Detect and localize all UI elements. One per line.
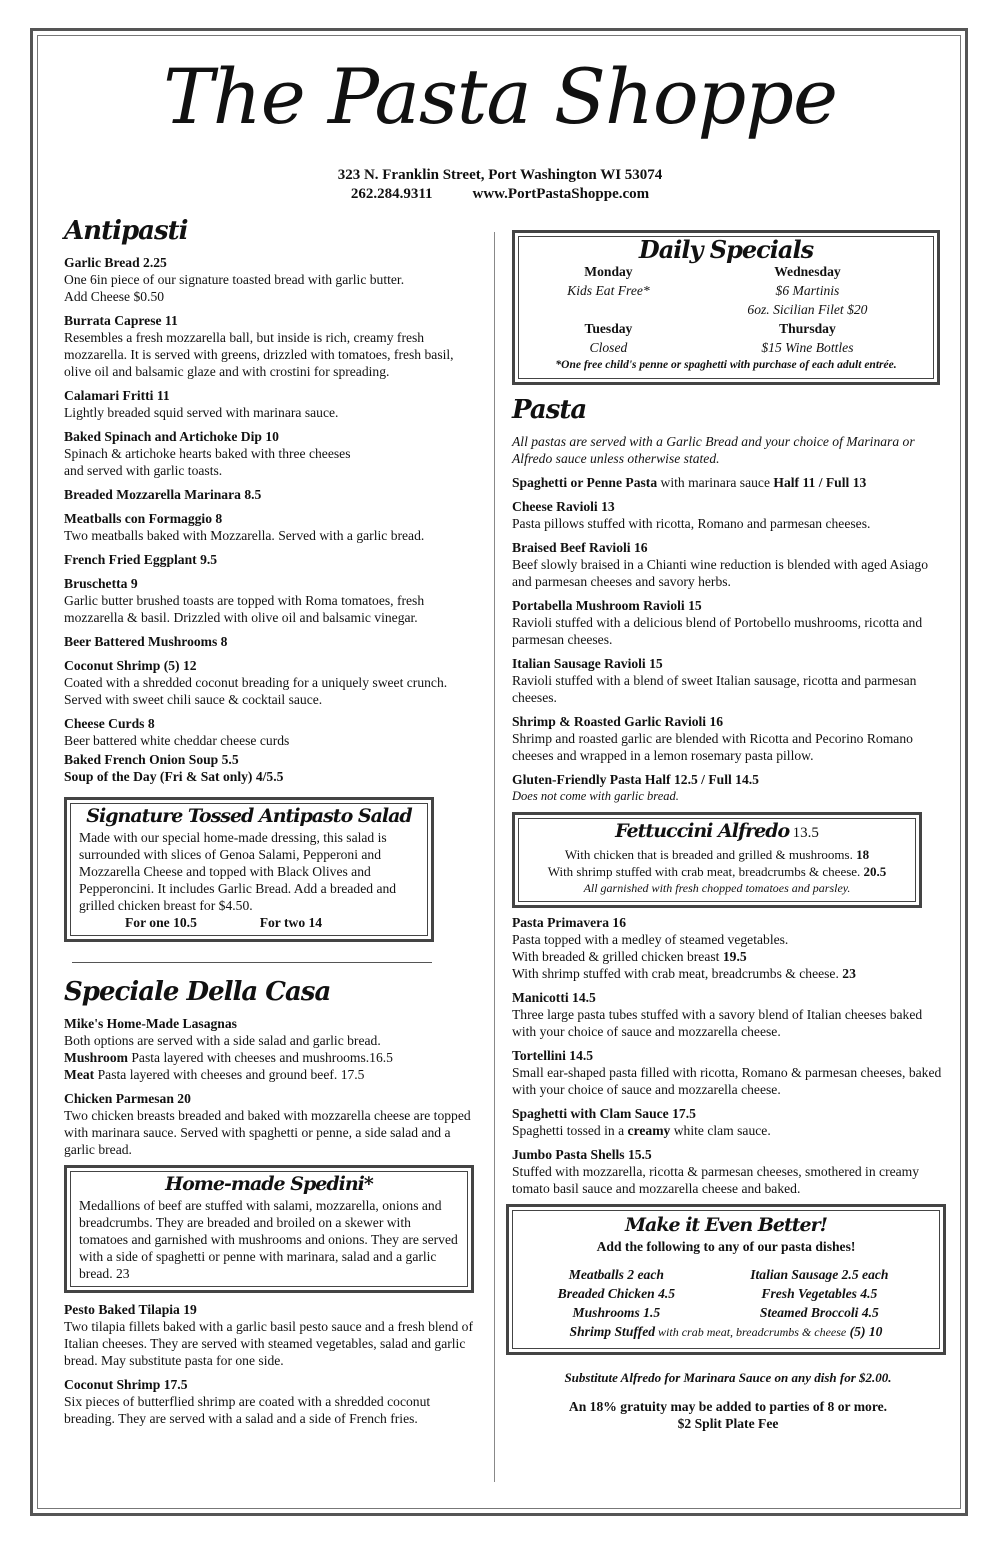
- item-option: With shrimp stuffed with crab meat, breadcrumbs & cheese.: [512, 966, 839, 981]
- item-name: Beer Battered Mushrooms 8: [64, 634, 228, 649]
- menu-item: [512, 914, 944, 982]
- item-name: Pesto Baked Tilapia 19: [64, 1302, 197, 1317]
- item-name: Gluten-Friendly Pasta Half 12.5 / Full 14.5: [512, 772, 759, 787]
- day-label: Tuesday: [584, 321, 633, 336]
- alfredo-option-price: 18: [856, 847, 870, 862]
- item-desc: Two chicken breasts breaded and baked with mozzarella cheese are topped with marinara sauce. Served with spaghetti or penne, a side salad and a garlic bread.: [64, 1108, 471, 1157]
- item-option-price: 23: [842, 966, 856, 981]
- menu-item: [512, 1047, 944, 1098]
- addons-subtitle: Add the following to any of our pasta dishes!: [596, 1239, 856, 1254]
- item-name: Breaded Mozzarella Marinara 8.5: [64, 487, 262, 502]
- addon-item: Breaded Chicken 4.5: [557, 1286, 676, 1301]
- item-desc: Coated with a shredded coconut breading for a uniquely sweet crunch. Served with sweet chili sauce & cocktail sauce.: [64, 675, 448, 707]
- option-desc: Pasta layered with cheeses and ground beef. 17.5: [94, 1067, 365, 1082]
- day-label: Thursday: [779, 321, 836, 336]
- addon-item: Shrimp Stuffed: [569, 1324, 656, 1339]
- item-option: With breaded & grilled chicken breast: [512, 949, 720, 964]
- item-desc: Ravioli stuffed with a delicious blend of Portobello mushrooms, ricotta and parmesan cheeses.: [512, 615, 923, 647]
- item-desc: Three large pasta tubes stuffed with a savory blend of Italian cheeses baked with your choice of sauce and mozzarella cheese.: [512, 1007, 923, 1039]
- item-name: Spaghetti or Penne Pasta: [512, 475, 658, 490]
- daily-specials-box: [512, 230, 940, 385]
- item-desc: Lightly breaded squid served with marinara sauce.: [64, 405, 339, 420]
- addon-item: Steamed Broccoli 4.5: [759, 1305, 879, 1320]
- item-desc: Small ear-shaped pasta filled with ricotta, Romano & parmesan cheeses, baked with your choice of sauce and mozzarella cheese.: [512, 1065, 942, 1097]
- column-divider: [494, 232, 495, 1482]
- day-special: Kids Eat Free*: [567, 283, 650, 298]
- address-block: [0, 166, 1000, 204]
- antipasti-heading: Antipasti: [64, 216, 188, 246]
- item-desc: Shrimp and roasted garlic are blended with Ricotta and Pecorino Romano cheeses and wrapped in a lemon rosemary pasta pillow.: [512, 731, 913, 763]
- item-note: Does not come with garlic bread.: [512, 789, 679, 803]
- addons-title: Make it Even Better!: [625, 1214, 827, 1236]
- item-name: Coconut Shrimp (5) 12: [64, 658, 197, 673]
- item-desc: Six pieces of butterflied shrimp are coated with a shredded coconut breading. They are served with a salad and a side of French fries.: [64, 1394, 431, 1426]
- day-special: $15 Wine Bottles: [761, 340, 854, 355]
- item-desc-bold: creamy: [627, 1123, 671, 1138]
- item-desc: Resembles a fresh mozzarella ball, but inside is rich, creamy fresh mozzarella. It is served with greens, drizzled with tomatoes, fresh basil, olive oil and balsamic glaze and with crostini for spreading.: [64, 330, 454, 379]
- spedini-desc: Medallions of beef are stuffed with salami, mozzarella, onions and breadcrumbs. They are breaded and broiled on a skewer with tomatoes and garnished with mushrooms and onions. They are served with a side of spaghetti or penne with marinara, salad and a garlic bread. 23: [79, 1198, 458, 1281]
- restaurant-title: The Pasta Shoppe: [163, 52, 837, 141]
- salad-prices: [79, 914, 419, 931]
- item-desc: Two tilapia fillets baked with a garlic basil pesto sauce and a fresh blend of Italian cheeses. They are served with steamed vegetables, salad and garlic bread. May substitute pasta for one side.: [64, 1319, 473, 1368]
- menu-item: [64, 1376, 484, 1427]
- item-name: Burrata Caprese 11: [64, 313, 178, 328]
- salad-price-two: For two 14: [259, 915, 323, 930]
- menu-item: [512, 713, 944, 764]
- menu-item: [64, 657, 484, 708]
- item-name: Tortellini 14.5: [512, 1048, 594, 1063]
- menu-item: [64, 510, 484, 544]
- daily-specials-title: Daily Specials: [638, 235, 814, 264]
- section-divider: [72, 962, 432, 963]
- right-column: [512, 230, 944, 1432]
- alfredo-title: Fettuccini Alfredo: [615, 820, 790, 842]
- item-name: French Fried Eggplant 9.5: [64, 552, 218, 567]
- menu-item: [512, 989, 944, 1040]
- menu-item: [64, 428, 484, 479]
- day-label: Monday: [584, 264, 633, 279]
- item-name: Shrimp & Roasted Garlic Ravioli 16: [512, 714, 724, 729]
- item-desc: Garlic butter brushed toasts are topped with Roma tomatoes, fresh mozzarella & basil. Drizzled with olive oil and balsamic vinegar.: [64, 593, 425, 625]
- item-extra: Add Cheese $0.50: [64, 289, 165, 304]
- menu-item: [512, 655, 944, 706]
- menu-item: [512, 474, 944, 491]
- item-name: Chicken Parmesan 20: [64, 1091, 191, 1106]
- item-desc: with marinara sauce: [657, 475, 774, 490]
- item-desc: Stuffed with mozzarella, ricotta & parmesan cheeses, smothered in creamy tomato basil sauce and mozzarella cheese and baked.: [512, 1164, 920, 1196]
- item-name: Baked French Onion Soup 5.5: [64, 752, 239, 767]
- item-desc: white clam sauce.: [670, 1123, 771, 1138]
- menu-item: [64, 551, 484, 568]
- item-name: Meatballs con Formaggio 8: [64, 511, 223, 526]
- item-desc: Spaghetti tossed in a: [512, 1123, 628, 1138]
- pasta-heading: Pasta: [512, 395, 587, 425]
- menu-item: [512, 1105, 944, 1139]
- salad-price-one: For one 10.5: [125, 915, 197, 930]
- menu-item: [64, 387, 484, 421]
- casa-heading: Speciale Della Casa: [64, 977, 331, 1007]
- daily-specials-table: [527, 262, 925, 357]
- menu-item: [512, 597, 944, 648]
- item-name: Braised Beef Ravioli 16: [512, 540, 648, 555]
- menu-item: [64, 486, 484, 503]
- daily-note: *One free child's penne or spaghetti with purchase of each adult entrée.: [555, 359, 897, 371]
- item-desc: Ravioli stuffed with a blend of sweet Italian sausage, ricotta and parmesan cheeses.: [512, 673, 917, 705]
- item-name: Calamari Fritti 11: [64, 388, 170, 403]
- addons-box: [506, 1204, 946, 1355]
- item-name: Jumbo Pasta Shells 15.5: [512, 1147, 652, 1162]
- menu-item: [64, 715, 484, 749]
- item-name: Cheese Curds 8: [64, 716, 155, 731]
- alfredo-option: With shrimp stuffed with crab meat, breadcrumbs & cheese.: [547, 864, 861, 879]
- addon-item-detail: with crab meat, breadcrumbs & cheese: [655, 1325, 847, 1339]
- item-desc: Spinach & artichoke hearts baked with three cheeses: [64, 446, 351, 461]
- item-name: Mike's Home-Made Lasagnas: [64, 1016, 237, 1031]
- item-desc: Pasta pillows stuffed with ricotta, Romano and parmesan cheeses.: [512, 516, 871, 531]
- menu-item: [64, 575, 484, 626]
- salad-title: Signature Tossed Antipasto Salad: [86, 805, 412, 827]
- alfredo-price: 13.5: [792, 825, 819, 841]
- addons-table: [523, 1265, 929, 1342]
- alfredo-option-price: 20.5: [863, 864, 887, 879]
- option-label: Mushroom: [64, 1050, 128, 1065]
- item-desc: Beef slowly braised in a Chianti wine reduction is blended with aged Asiago and parmesan cheeses and savory herbs.: [512, 557, 929, 589]
- item-name: Coconut Shrimp 17.5: [64, 1377, 188, 1392]
- item-name: Soup of the Day (Fri & Sat only) 4/5.5: [64, 769, 284, 784]
- menu-item: [64, 254, 484, 305]
- item-extra: and served with garlic toasts.: [64, 463, 223, 478]
- option-label: Meat: [64, 1067, 95, 1082]
- item-name: Bruschetta 9: [64, 576, 138, 591]
- option-desc: Pasta layered with cheeses and mushrooms.16.5: [127, 1050, 393, 1065]
- item-name: Spaghetti with Clam Sauce 17.5: [512, 1106, 696, 1121]
- menu-item: [512, 771, 944, 805]
- antipasto-salad-box: [64, 797, 434, 942]
- item-price: Half 11 / Full 13: [773, 475, 867, 490]
- item-name: Cheese Ravioli 13: [512, 499, 615, 514]
- item-desc: Beer battered white cheddar cheese curds: [64, 733, 290, 748]
- item-name: Italian Sausage Ravioli 15: [512, 656, 663, 671]
- menu-item: [512, 1146, 944, 1197]
- salad-desc: Made with our special home-made dressing, this salad is surrounded with slices of Genoa Salami, Pepperoni and Mozzarella Cheese and topped with Black Olives and Pepperoncini. It includes Garlic Bread. Add a breaded and grilled chicken breast for $4.50.: [79, 830, 397, 913]
- gratuity-note: An 18% gratuity may be added to parties of 8 or more.: [568, 1399, 888, 1414]
- item-name: Garlic Bread 2.25: [64, 255, 167, 270]
- menu-item: [64, 312, 484, 380]
- menu-item: [64, 1301, 484, 1369]
- menu-item: [64, 1090, 484, 1158]
- item-name: Baked Spinach and Artichoke Dip 10: [64, 429, 279, 444]
- item-desc: Pasta topped with a medley of steamed vegetables.: [512, 932, 789, 947]
- menu-item: [64, 1015, 484, 1083]
- split-plate-fee: $2 Split Plate Fee: [677, 1416, 779, 1431]
- menu-item: [512, 498, 944, 532]
- alfredo-option: With chicken that is breaded and grilled & mushrooms.: [564, 847, 853, 862]
- website: www.PortPastaShoppe.com: [472, 186, 650, 202]
- menu-item: [512, 539, 944, 590]
- day-special: 6oz. Sicilian Filet $20: [747, 302, 868, 317]
- spedini-box: [64, 1165, 474, 1293]
- day-label: Wednesday: [774, 264, 841, 279]
- item-desc: Two meatballs baked with Mozzarella. Served with a garlic bread.: [64, 528, 425, 543]
- spedini-title: Home-made Spedini*: [165, 1173, 373, 1195]
- alfredo-substitute-note: Substitute Alfredo for Marinara Sauce on any dish for $2.00.: [564, 1370, 892, 1385]
- item-option-price: 19.5: [722, 949, 747, 964]
- addon-item-price: (5) 10: [846, 1324, 883, 1339]
- addon-item: Mushrooms 1.5: [572, 1305, 661, 1320]
- item-desc: One 6in piece of our signature toasted bread with garlic butter.: [64, 272, 405, 287]
- item-desc: Both options are served with a side salad and garlic bread.: [64, 1033, 381, 1048]
- menu-item: [64, 633, 484, 650]
- day-special: Closed: [589, 340, 628, 355]
- day-special: $6 Martinis: [775, 283, 840, 298]
- alfredo-box: [512, 812, 922, 908]
- pasta-intro: All pastas are served with a Garlic Bread and your choice of Marinara or Alfredo sauce unless otherwise stated.: [512, 434, 915, 466]
- item-name: Manicotti 14.5: [512, 990, 596, 1005]
- item-name: Pasta Primavera 16: [512, 915, 627, 930]
- left-column: [64, 214, 484, 1434]
- item-name: Portabella Mushroom Ravioli 15: [512, 598, 702, 613]
- addon-item: Fresh Vegetables 4.5: [761, 1286, 878, 1301]
- alfredo-note: All garnished with fresh chopped tomatoes and parsley.: [583, 881, 851, 895]
- addon-item: Meatballs 2 each: [568, 1267, 664, 1282]
- addon-item: Italian Sausage 2.5 each: [750, 1267, 889, 1282]
- address: 323 N. Franklin Street, Port Washington WI 53074: [337, 167, 663, 183]
- phone: 262.284.9311: [350, 186, 433, 202]
